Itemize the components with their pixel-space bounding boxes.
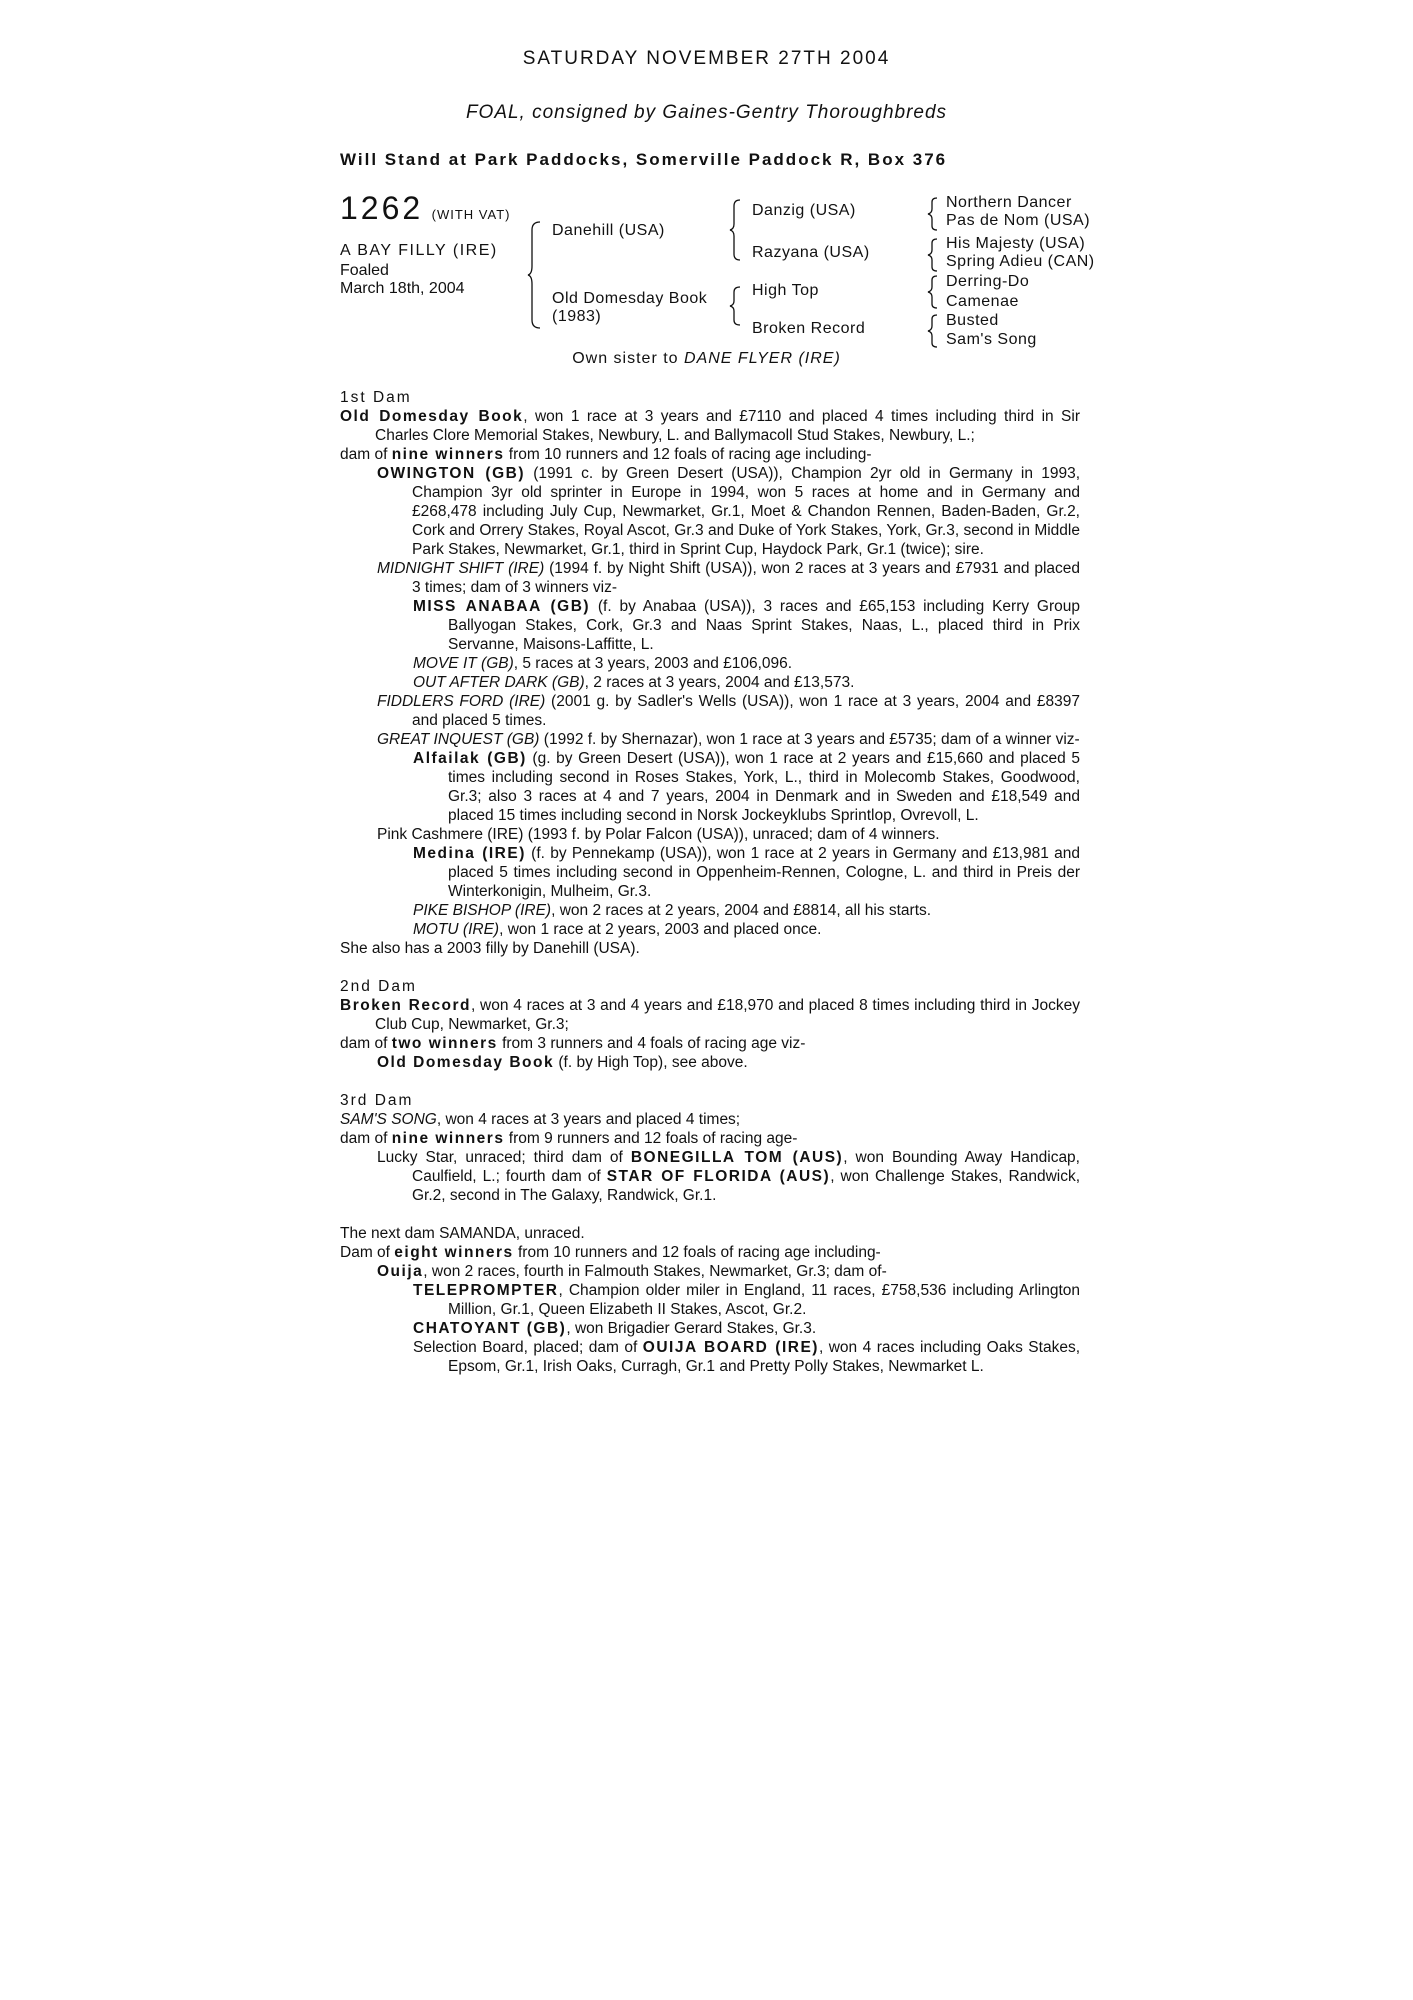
- produce-move-it: MOVE IT (GB), 5 races at 3 years, 2003 and £106,096.: [413, 655, 793, 672]
- produce-pike-bishop: PIKE BISHOP (IRE), won 2 races at 2 years, 2004 and £8814, all his starts.: [413, 902, 932, 919]
- produce-record: [340, 388, 1080, 1376]
- ped-dam-name: Old Domesday Book: [552, 290, 708, 307]
- own-sister-line: [0, 350, 1413, 368]
- third-dam-record: SAM'S SONG, won 4 races at 3 years and placed 4 times;: [340, 1111, 741, 1128]
- produce-owington: OWINGTON (GB) (1991 c. by Green Desert (USA)), Champion 2yr old in Germany in 1993, Champion 3yr old sprinter in Europe in 1994, won 5 races at home and in Germany and £268,478 including July Cup, Newmarket, Gr.1, Moet & Chandon Rennen, Baden-Baden, Gr.2, Cork and Orrery Stakes, Royal Ascot, Gr.3 and Duke of York Stakes, York, Gr.3, second in Middle Park Stakes, Newmarket, Gr.1, third in Sprint Cup, Haydock Park, Gr.1 (twice); sire.: [377, 465, 1080, 558]
- third-dam-heading: 3rd Dam: [340, 1092, 414, 1109]
- ped-dam: [552, 290, 707, 326]
- first-dam-also: She also has a 2003 filly by Danehill (USA).: [340, 940, 640, 957]
- ped-dds: Busted: [946, 312, 999, 329]
- produce-medina: Medina (IRE) (f. by Pennekamp (USA)), won 1 race at 2 years in Germany and £13,981 and placed 5 times including second in Oppenheim-Rennen, Cologne, L. and third in Preis der Winterkonigin, Mulheim, Gr.3.: [413, 845, 1080, 900]
- ped-dd: Broken Record: [752, 320, 866, 337]
- ped-dsd: Camenae: [946, 293, 1019, 310]
- second-dam-produce: dam of two winners from 3 runners and 4 foals of racing age viz-: [340, 1035, 806, 1052]
- produce-old-domesday-book: Old Domesday Book (f. by High Top), see above.: [377, 1054, 748, 1071]
- consignment-line: FOAL, consigned by Gaines-Gentry Thoroughbreds: [465, 102, 948, 123]
- ped-sdd: Spring Adieu (CAN): [946, 253, 1095, 270]
- next-dam-produce: Dam of eight winners from 10 runners and 12 foals of racing age including-: [340, 1244, 881, 1261]
- produce-teleprompter: TELEPROMPTER, Champion older miler in England, 11 races, £758,536 including Arlington Million, Gr.1, Queen Elizabeth II Stakes, Ascot, Gr.2.: [413, 1282, 1080, 1318]
- stand-location: Will Stand at Park Paddocks, Somerville Paddock R, Box 376: [340, 150, 948, 169]
- foaled-info: [340, 262, 465, 298]
- first-dam-heading: 1st Dam: [340, 389, 412, 406]
- brace-dam: [730, 285, 742, 327]
- foaled-label: Foaled: [340, 262, 389, 279]
- brace-ss: [928, 196, 938, 232]
- ped-ddd: Sam's Song: [946, 331, 1037, 348]
- ped-ds: High Top: [752, 282, 819, 299]
- lot-vat: (WITH VAT): [431, 207, 511, 222]
- ped-ssd: Pas de Nom (USA): [946, 212, 1091, 229]
- first-dam-record: Old Domesday Book, won 1 race at 3 years and £7110 and placed 4 times including third in Sir Charles Clore Memorial Stakes, Newbury, L. and Ballymacoll Stud Stakes, Newbury, L.;: [340, 408, 1080, 444]
- brace-main: [528, 220, 542, 330]
- produce-alfailak: Alfailak (GB) (g. by Green Desert (USA)), won 1 race at 2 years and £15,660 and placed 5 times including second in Roses Stakes, York, L., third in Molecomb Stakes, Goodwood, Gr.3; also 3 races at 4 and 7 years, 2004 in Denmark and in Sweden and £18,549 and placed 15 times including second in Norsk Jockeyklubs Sprintlop, Ovrevoll, L.: [413, 750, 1080, 824]
- ped-sss: Northern Dancer: [946, 194, 1072, 211]
- produce-out-after-dark: OUT AFTER DARK (GB), 2 races at 3 years, 2004 and £13,573.: [413, 674, 855, 691]
- brace-sire: [730, 198, 742, 262]
- ped-sire: Danehill (USA): [552, 222, 665, 239]
- ped-sd: Razyana (USA): [752, 244, 870, 261]
- produce-lucky-star: Lucky Star, unraced; third dam of BONEGILLA TOM (AUS), won Bounding Away Handicap, Caulfield, L.; fourth dam of STAR OF FLORIDA (AUS), won Challenge Stakes, Randwick, Gr.2, second in The Galaxy, Randwick, Gr.1.: [377, 1149, 1081, 1204]
- produce-selection-board: Selection Board, placed; dam of OUIJA BOARD (IRE), won 4 races including Oaks Stakes, Epsom, Gr.1, Irish Oaks, Curragh, Gr.1 and Pretty Polly Stakes, Newmarket L.: [413, 1339, 1081, 1375]
- next-dam-line: The next dam SAMANDA, unraced.: [340, 1225, 585, 1242]
- ped-dam-year: (1983): [552, 308, 602, 325]
- brace-ds: [928, 274, 938, 310]
- sale-date: SATURDAY NOVEMBER 27TH 2004: [522, 48, 891, 69]
- first-dam-produce: dam of nine winners from 10 runners and 12 foals of racing age including-: [340, 446, 872, 463]
- produce-fiddlers-ford: FIDDLERS FORD (IRE) (2001 g. by Sadler's Wells (USA)), won 1 race at 3 years, 2004 and £8397 and placed 5 times.: [377, 693, 1080, 729]
- produce-great-inquest: GREAT INQUEST (GB) (1992 f. by Shernazar), won 1 race at 3 years and £5735; dam of a winner viz-: [377, 731, 1080, 748]
- produce-miss-anabaa: MISS ANABAA (GB) (f. by Anabaa (USA)), 3 races and £65,153 including Kerry Group Ballyogan Stakes, Cork, Gr.3 and Naas Sprint Stakes, Naas, L., placed third in Prix Servanne, Maisons-Laffitte, L.: [413, 598, 1081, 653]
- brace-sd: [928, 237, 938, 273]
- ped-ss: Danzig (USA): [752, 202, 856, 219]
- sister-name: DANE FLYER (IRE): [684, 350, 841, 367]
- brace-dd: [928, 313, 938, 349]
- produce-midnight-shift: MIDNIGHT SHIFT (IRE) (1994 f. by Night Shift (USA)), won 2 races at 3 years and £7931 and placed 3 times; dam of 3 winners viz-: [377, 560, 1081, 596]
- lot-description: A BAY FILLY (IRE): [340, 242, 498, 259]
- ped-dss: Derring-Do: [946, 273, 1030, 290]
- produce-chatoyant: CHATOYANT (GB), won Brigadier Gerard Stakes, Gr.3.: [413, 1320, 817, 1337]
- third-dam-produce: dam of nine winners from 9 runners and 12 foals of racing age-: [340, 1130, 798, 1147]
- lot-header: [340, 190, 510, 227]
- second-dam-heading: 2nd Dam: [340, 978, 417, 995]
- sister-prefix: Own sister to: [572, 350, 685, 367]
- foaled-date: March 18th, 2004: [340, 280, 465, 297]
- ped-sds: His Majesty (USA): [946, 235, 1086, 252]
- produce-ouija: Ouija, won 2 races, fourth in Falmouth Stakes, Newmarket, Gr.3; dam of-: [377, 1263, 887, 1280]
- second-dam-record: Broken Record, won 4 races at 3 and 4 years and £18,970 and placed 8 times including third in Jockey Club Cup, Newmarket, Gr.3;: [340, 997, 1080, 1033]
- lot-number: 1262: [340, 190, 424, 226]
- produce-motu: MOTU (IRE), won 1 race at 2 years, 2003 and placed once.: [413, 921, 822, 938]
- produce-pink-cashmere: Pink Cashmere (IRE) (1993 f. by Polar Falcon (USA)), unraced; dam of 4 winners.: [377, 826, 940, 843]
